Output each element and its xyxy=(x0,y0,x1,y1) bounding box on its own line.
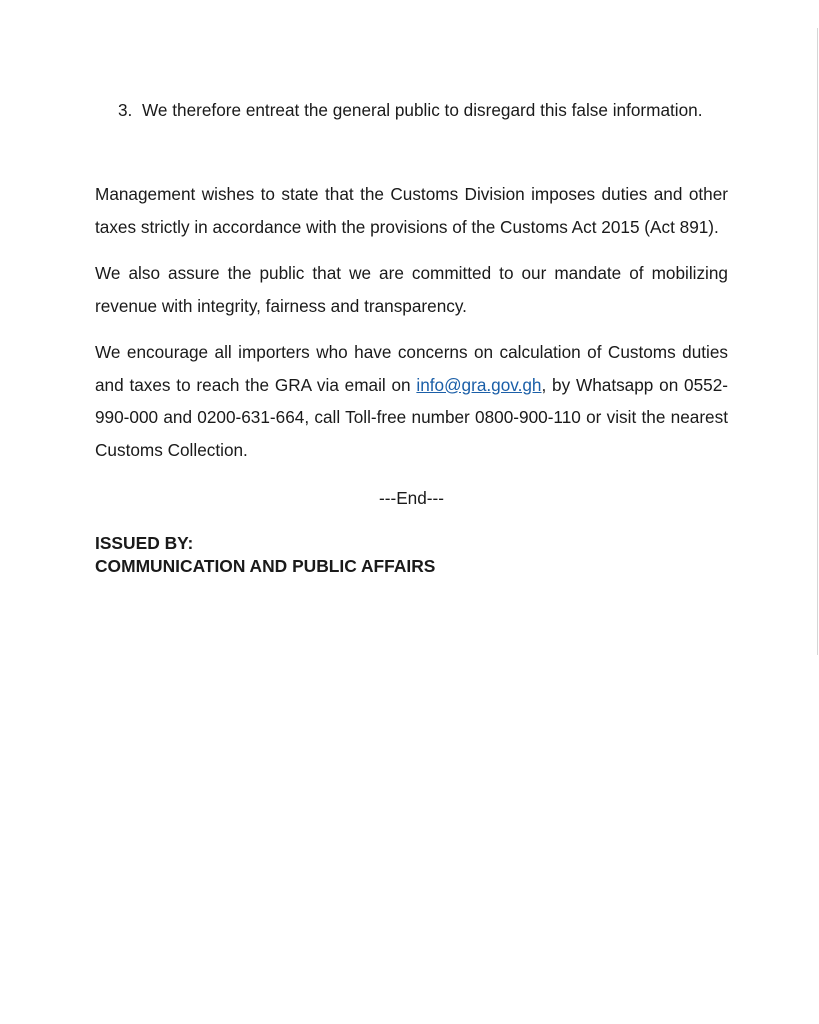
issuer-name: COMMUNICATION AND PUBLIC AFFAIRS xyxy=(95,556,436,576)
email-link[interactable]: info@gra.gov.gh xyxy=(416,374,542,395)
issued-by-heading: ISSUED BY: xyxy=(95,533,194,553)
item-text: We therefore entreat the general public to disregard this false information. xyxy=(142,100,703,120)
paragraph-contact xyxy=(95,336,728,466)
paragraph-mandate: We also assure the public that we are committed to our mandate of mobilizing revenue with integrity, fairness and transparency. xyxy=(95,263,728,316)
numbered-item-3 xyxy=(118,94,728,127)
item-number: 3. xyxy=(118,100,133,120)
press-release-body xyxy=(95,94,728,578)
page-edge-divider xyxy=(817,28,818,655)
contact-text-end: , by Whatsapp on 0552-990-000 and 0200-631-664, call Toll-free number 0800-900-110 or visit the nearest Customs Collection. xyxy=(95,374,728,460)
contact-text-start: We encourage all importers who have concerns on calculation of Customs duties and taxes to reach the GRA via email on xyxy=(95,342,728,395)
paragraph-customs-act: Management wishes to state that the Customs Division imposes duties and other taxes strictly in accordance with the provisions of the Customs Act 2015 (Act 891). xyxy=(95,184,728,237)
issuer-block xyxy=(95,532,728,578)
end-marker: ---End--- xyxy=(379,488,444,508)
